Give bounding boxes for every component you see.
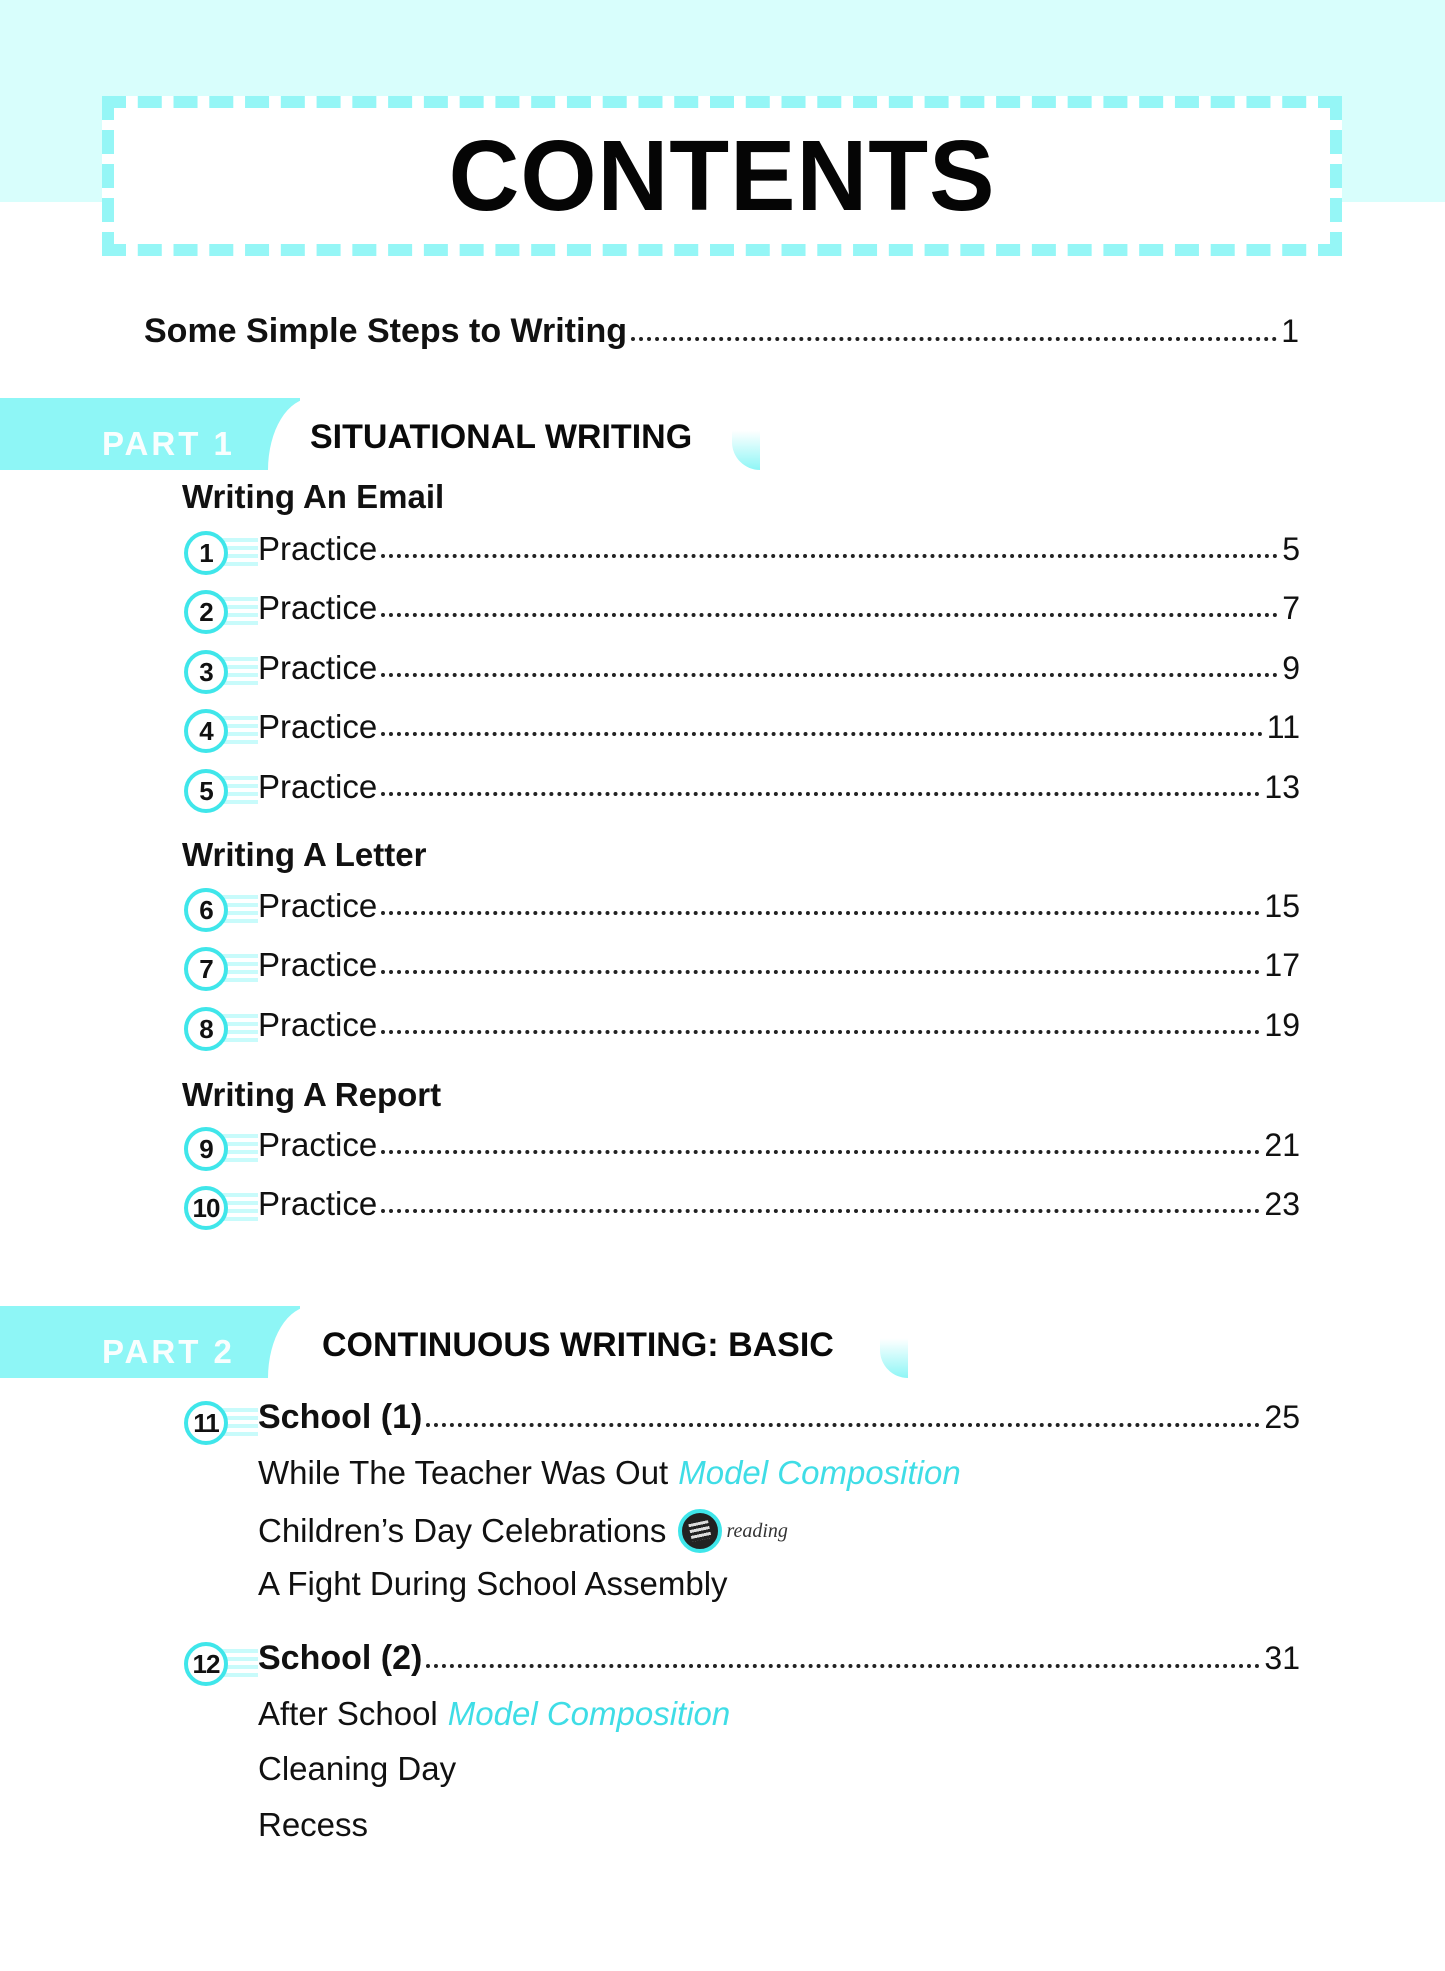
part-2-label: PART 2 xyxy=(102,1333,235,1370)
page-number: 5 xyxy=(1282,531,1300,567)
dot-leader xyxy=(381,970,1260,974)
sub-item-title: While The Teacher Was Out xyxy=(258,1454,669,1491)
number-badge: 5 xyxy=(184,769,228,813)
page-number: 1 xyxy=(1281,313,1299,349)
sub-item-title: Recess xyxy=(258,1806,369,1843)
part-1-tab xyxy=(268,398,748,470)
section-heading-letter: Writing A Letter xyxy=(182,836,427,873)
page-number: 31 xyxy=(1264,1640,1300,1676)
toc-entry-label: Practice xyxy=(258,530,378,567)
number-badge: 11 xyxy=(184,1401,228,1445)
number-badge: 3 xyxy=(184,650,228,694)
toc-entry-label: Practice xyxy=(258,887,378,924)
reading-icon xyxy=(678,1509,722,1553)
page-number: 11 xyxy=(1266,709,1300,745)
number-badge: 8 xyxy=(184,1007,228,1051)
page-number: 7 xyxy=(1282,590,1300,626)
dot-leader xyxy=(631,337,1277,341)
sub-item[interactable] xyxy=(258,1565,728,1603)
toc-entry-label: Practice xyxy=(258,589,378,626)
section-heading-report: Writing A Report xyxy=(182,1076,442,1113)
page-number: 21 xyxy=(1264,1127,1300,1163)
dot-leader xyxy=(426,1664,1260,1668)
model-composition-tag: Model Composition xyxy=(447,1695,731,1732)
sub-item-title: Children’s Day Celebrations xyxy=(258,1512,667,1549)
number-badge: 6 xyxy=(184,888,228,932)
number-badge: 9 xyxy=(184,1127,228,1171)
sub-item[interactable] xyxy=(258,1806,368,1844)
page-number: 23 xyxy=(1264,1186,1300,1222)
dot-leader xyxy=(381,792,1260,796)
dot-leader xyxy=(381,911,1260,915)
toc-entry-label: Some Simple Steps to Writing xyxy=(144,312,627,350)
dot-leader xyxy=(381,732,1263,736)
dot-leader xyxy=(381,1150,1260,1154)
toc-entry-label: Practice xyxy=(258,708,378,745)
number-badge: 2 xyxy=(184,590,228,634)
sub-item[interactable] xyxy=(258,1750,456,1788)
toc-entry-label: Practice xyxy=(258,1185,378,1222)
reading-tag: reading xyxy=(726,1519,788,1542)
page-title: CONTENTS xyxy=(448,119,996,232)
page-number: 17 xyxy=(1264,947,1300,983)
part-2-tab xyxy=(268,1306,896,1378)
number-badge: 1 xyxy=(184,531,228,575)
toc-entry-label: School (2) xyxy=(258,1639,423,1677)
part-1-label: PART 1 xyxy=(102,425,235,462)
model-composition-tag: Model Composition xyxy=(678,1454,961,1491)
sub-item[interactable] xyxy=(258,1695,730,1733)
tab-corner xyxy=(732,398,760,470)
number-badge: 4 xyxy=(184,709,228,753)
toc-entry-label: School (1) xyxy=(258,1398,423,1436)
page-number: 19 xyxy=(1264,1007,1300,1043)
number-badge: 10 xyxy=(184,1186,228,1230)
toc-entry-label: Practice xyxy=(258,1126,378,1163)
toc-entry-intro[interactable] xyxy=(144,312,1299,351)
dot-leader xyxy=(381,673,1278,677)
page-number: 13 xyxy=(1264,769,1300,805)
toc-entry-label: Practice xyxy=(258,649,378,686)
dot-leader xyxy=(381,1209,1260,1213)
sub-item-title: After School xyxy=(258,1695,438,1732)
number-badge: 12 xyxy=(184,1642,228,1686)
page-number: 25 xyxy=(1264,1399,1300,1435)
toc-entry-label: Practice xyxy=(258,946,378,983)
page-number: 15 xyxy=(1264,888,1300,924)
part-2-title: CONTINUOUS WRITING: BASIC xyxy=(322,1325,834,1364)
number-badge: 7 xyxy=(184,947,228,991)
sub-item[interactable] xyxy=(258,1454,961,1492)
sub-item-title: Cleaning Day xyxy=(258,1750,457,1787)
section-heading-email: Writing An Email xyxy=(182,478,445,515)
sub-item[interactable] xyxy=(258,1509,788,1553)
toc-entry-label: Practice xyxy=(258,768,378,805)
dot-leader xyxy=(381,1030,1260,1034)
sub-item-title: A Fight During School Assembly xyxy=(258,1565,728,1602)
dot-leader xyxy=(381,613,1278,617)
dot-leader xyxy=(381,554,1278,558)
title-box xyxy=(102,96,1342,256)
toc-entry-label: Practice xyxy=(258,1006,378,1043)
page-number: 9 xyxy=(1282,650,1300,686)
tab-corner xyxy=(880,1306,908,1378)
part-1-title: SITUATIONAL WRITING xyxy=(310,417,693,456)
dot-leader xyxy=(426,1423,1260,1427)
